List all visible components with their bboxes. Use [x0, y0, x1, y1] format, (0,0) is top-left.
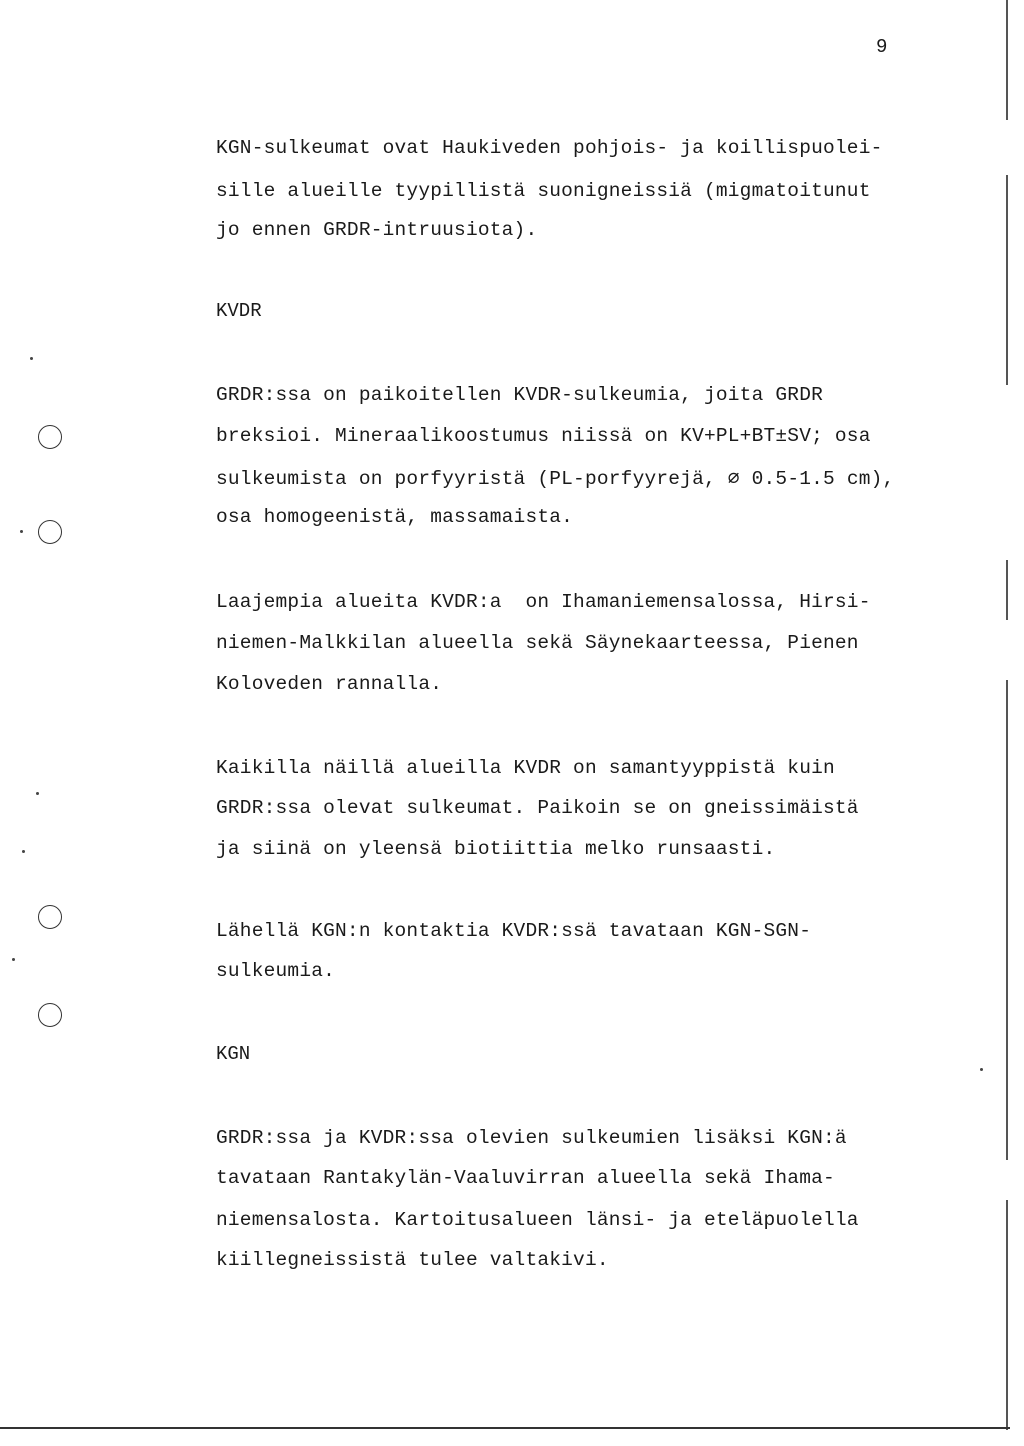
text-line: Koloveden rannalla. [216, 673, 443, 695]
punch-hole [38, 425, 62, 449]
text-line: breksioi. Mineraalikoostumus niissä on KV+PL+BT±SV; osa [216, 425, 871, 447]
punch-hole [38, 520, 62, 544]
section-heading-kvdr: KVDR [216, 300, 262, 322]
text-line: sulkeumista on porfyyristä (PL-porfyyrejä, ⌀ 0.5-1.5 cm), [216, 468, 895, 490]
bottom-scan-rule [0, 1427, 1010, 1429]
text-line: sille alueille tyypillistä suonigneissiä (migmatoitunut [216, 180, 871, 202]
scan-edge-line [1006, 680, 1008, 1160]
text-line: GRDR:ssa olevat sulkeumat. Paikoin se on gneissimäistä [216, 797, 859, 819]
scan-speck [980, 1068, 983, 1071]
text-line: GRDR:ssa ja KVDR:ssa olevien sulkeumien lisäksi KGN:ä [216, 1127, 847, 1149]
text-line: Kaikilla näillä alueilla KVDR on samantyyppistä kuin [216, 757, 835, 779]
text-line: jo ennen GRDR-intruusiota). [216, 219, 538, 241]
scan-speck [22, 850, 25, 853]
section-heading-kgn: KGN [216, 1043, 251, 1065]
scan-speck [12, 958, 15, 961]
scan-speck [30, 357, 33, 360]
text-line: Lähellä KGN:n kontaktia KVDR:ssä tavataan KGN-SGN- [216, 920, 812, 942]
scan-edge-line [1006, 1200, 1008, 1430]
scan-speck [20, 530, 23, 533]
punch-hole [38, 905, 62, 929]
text-line: ja siinä on yleensä biotiittia melko runsaasti. [216, 838, 776, 860]
text-line: GRDR:ssa on paikoitellen KVDR-sulkeumia, joita GRDR [216, 384, 823, 406]
text-line: niemen-Malkkilan alueella sekä Säynekaarteessa, Pienen [216, 632, 859, 654]
scan-edge-line [1006, 560, 1008, 620]
scan-edge-line [1006, 0, 1008, 120]
punch-hole [38, 1003, 62, 1027]
text-line: KGN-sulkeumat ovat Haukiveden pohjois- ja koillispuolei- [216, 137, 883, 159]
page-number: 9 [876, 36, 888, 58]
scan-edge-line [1006, 175, 1008, 385]
text-line: sulkeumia. [216, 960, 336, 982]
text-line: niemensalosta. Kartoitusalueen länsi- ja eteläpuolella [216, 1209, 859, 1231]
scan-speck [36, 792, 39, 795]
text-line: kiillegneissistä tulee valtakivi. [216, 1249, 609, 1271]
text-line: Laajempia alueita KVDR:a on Ihamaniemensalossa, Hirsi- [216, 591, 871, 613]
text-line: tavataan Rantakylän-Vaaluvirran alueella sekä Ihama- [216, 1167, 835, 1189]
text-line: osa homogeenistä, massamaista. [216, 506, 574, 528]
